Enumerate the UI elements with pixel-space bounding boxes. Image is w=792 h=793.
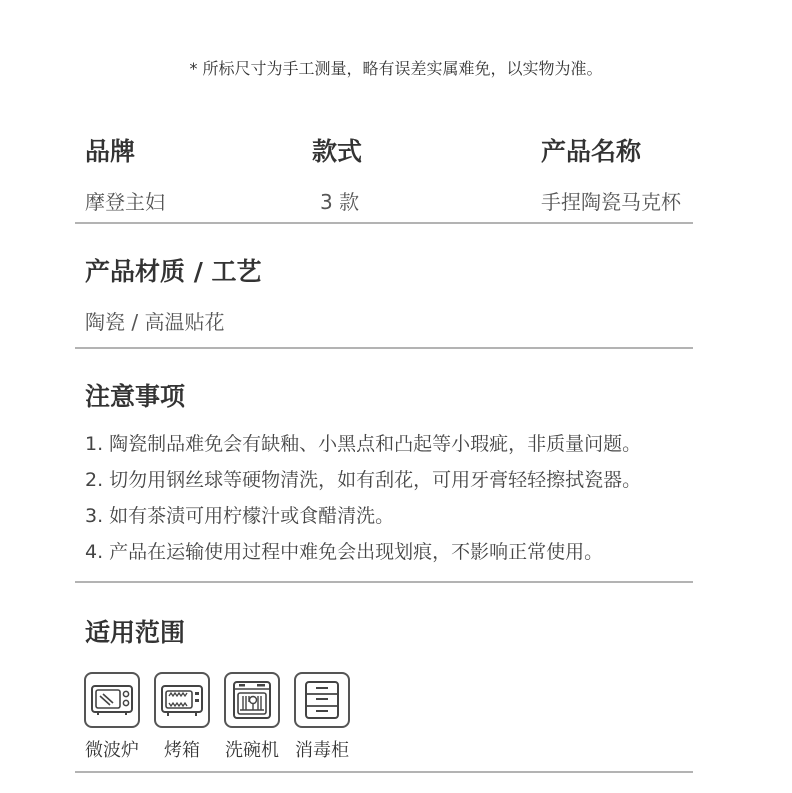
- list-item: 4. 产品在运输使用过程中难免会出现划痕，不影响正常使用。: [85, 541, 604, 563]
- usage-item-label: 消毒柜: [295, 740, 349, 761]
- usage-item-dishwasher: [224, 672, 280, 762]
- usage-icons: [84, 672, 350, 762]
- list-item: 1. 陶瓷制品难免会有缺釉、小黑点和凸起等小瑕疵，非质量问题。: [85, 433, 642, 455]
- brand-value: 摩登主妇: [85, 190, 165, 214]
- divider: [75, 347, 693, 349]
- list-item: 3. 如有茶渍可用柠檬汁或食醋清洗。: [85, 505, 395, 527]
- material-label: 产品材质 / 工艺: [85, 257, 262, 286]
- product-name-value: 手捏陶瓷马克杯: [541, 190, 681, 214]
- list-item: 2. 切勿用钢丝球等硬物清洗，如有刮花，可用牙膏轻轻擦拭瓷器。: [85, 469, 642, 491]
- usage-item-disinfection-cabinet: [294, 672, 350, 762]
- measurement-note: * 所标尺寸为手工测量，略有误差实属难免，以实物为准。: [189, 59, 603, 78]
- microwave-icon: [84, 672, 140, 728]
- product-name-label: 产品名称: [541, 137, 642, 166]
- material-value: 陶瓷 / 高温贴花: [85, 310, 225, 334]
- dishwasher-icon: [224, 672, 280, 728]
- disinfection-cabinet-icon: [294, 672, 350, 728]
- usage-item-microwave: [84, 672, 140, 762]
- divider: [75, 771, 693, 773]
- divider: [75, 581, 693, 583]
- usage-item-label: 烤箱: [164, 740, 200, 761]
- notes-label: 注意事项: [85, 382, 186, 411]
- brand-label: 品牌: [85, 137, 136, 166]
- oven-icon: [154, 672, 210, 728]
- usage-item-oven: [154, 672, 210, 762]
- divider: [75, 222, 693, 224]
- usage-item-label: 洗碗机: [225, 740, 279, 761]
- usage-label: 适用范围: [85, 618, 186, 647]
- style-label: 款式: [312, 137, 363, 166]
- usage-item-label: 微波炉: [85, 740, 139, 761]
- style-value: 3 款: [320, 190, 360, 214]
- notes-list: [85, 430, 641, 574]
